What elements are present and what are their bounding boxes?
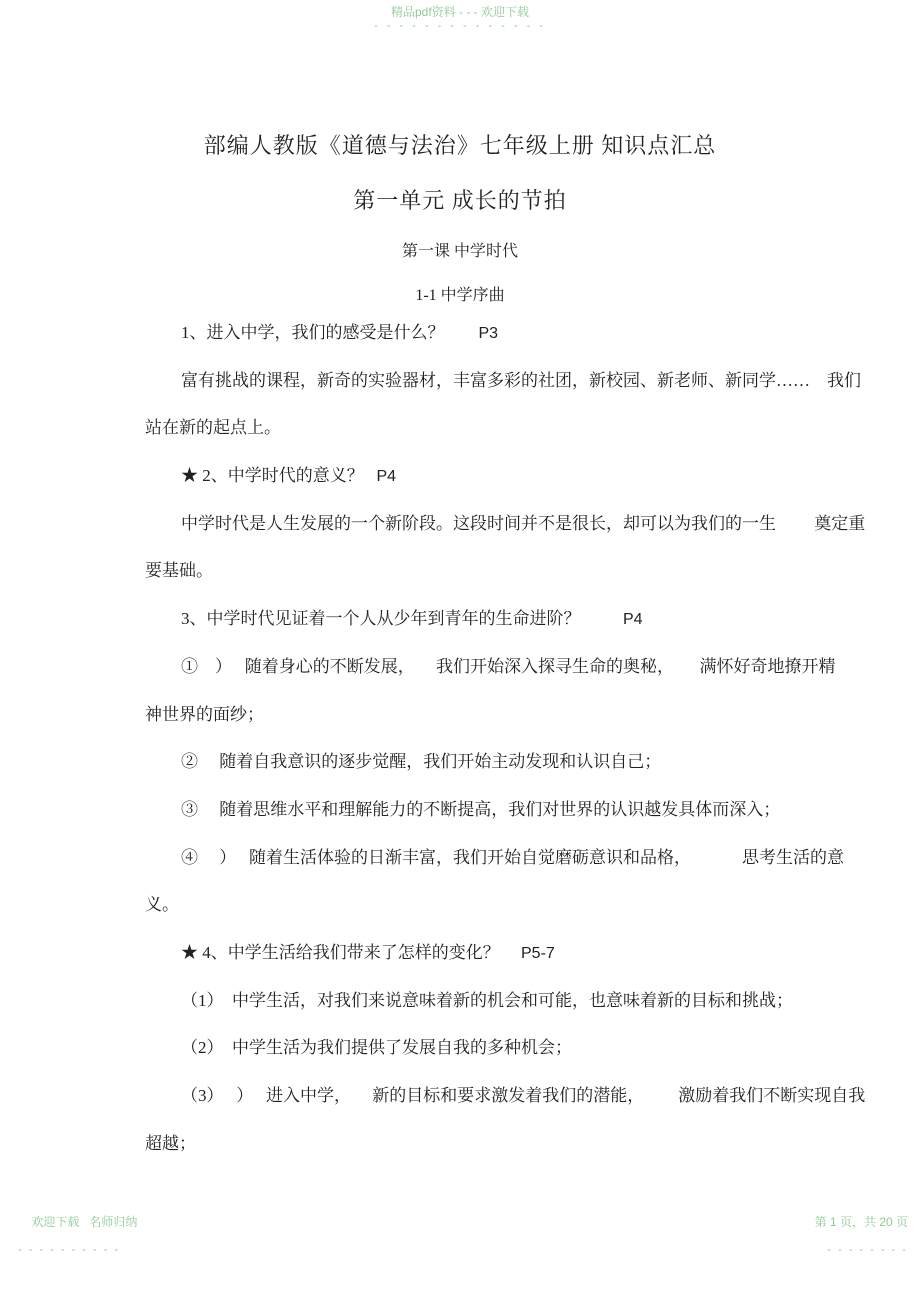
body-line	[145, 547, 800, 595]
body-line	[145, 452, 800, 500]
line-text: （3） ） 进入中学， 新的目标和要求激发着我们的潜能， 激励着我们不断实现自我	[181, 1086, 866, 1105]
line-text: ③ 随着思维水平和理解能力的不断提高，我们对世界的认识越发具体而深入；	[181, 799, 781, 819]
line-text: 超越；	[145, 1133, 196, 1153]
line-text: 站在新的起点上。	[145, 418, 281, 438]
body-line	[145, 357, 861, 405]
line-text: 要基础。	[145, 561, 213, 581]
line-text: 富有挑战的课程，新奇的实验器材，丰富多彩的社团，新校园、新老师、新同学…… 我们	[181, 370, 861, 390]
body-line	[145, 1072, 866, 1120]
line-text: （1） 中学生活，对我们来说意味着新的机会和可能，也意味着新的目标和挑战；	[181, 990, 793, 1010]
line-text: 3、中学时代见证着一个人从少年到青年的生命进阶？	[181, 609, 623, 629]
lesson-heading: 第一课 中学时代	[401, 243, 518, 260]
body-line	[145, 595, 800, 643]
line-text: 神世界的面纱；	[145, 704, 264, 724]
footer-right-dashes: - - - - - - - -	[827, 1244, 908, 1256]
line-text: ④ ） 随着生活体验的日渐丰富，我们开始自觉磨砺意识和品格， 思考生活的意	[181, 847, 844, 867]
top-watermark-dashes: - - - - - - - - - - - - - -	[373, 20, 546, 32]
document-body	[145, 309, 866, 1167]
body-line	[145, 1024, 800, 1072]
page-reference: P4	[623, 611, 643, 629]
page-reference: P3	[478, 325, 499, 342]
body-line	[145, 1120, 800, 1168]
line-text: 义。	[145, 895, 179, 915]
body-line	[145, 929, 800, 977]
line-text: 1、进入中学，我们的感受是什么？	[181, 323, 479, 342]
line-text: ★ 4、中学生活给我们带来了怎样的变化？	[181, 942, 521, 962]
page-reference: P4	[376, 468, 397, 486]
footer-left-text: 欢迎下载 名师归纳	[31, 1215, 138, 1229]
unit-heading: 第一单元 成长的节拍	[353, 188, 567, 213]
footer-page-number	[801, 1201, 908, 1285]
section-heading: 1-1 中学序曲	[415, 287, 505, 304]
line-text: （2） 中学生活为我们提供了发展自我的多种机会；	[181, 1038, 572, 1058]
body-line	[145, 834, 844, 882]
page-reference: P5-7	[521, 944, 555, 962]
body-line	[145, 309, 800, 357]
line-text: 中学时代是人生发展的一个新阶段。这段时间并不是很长，却可以为我们的一生 奠定重	[181, 513, 866, 533]
body-line	[145, 404, 800, 452]
body-line	[145, 500, 866, 548]
body-line	[145, 881, 800, 929]
footer-left	[18, 1201, 137, 1285]
body-line	[145, 738, 800, 786]
line-text: ★ 2、中学时代的意义？	[181, 466, 377, 486]
top-watermark-text: 精品pdf资料 - - - 欢迎下载	[390, 5, 529, 19]
top-watermark	[0, 5, 920, 33]
body-line	[145, 691, 800, 739]
footer-page-number-text: 第 1 页，共 20 页	[814, 1215, 908, 1229]
line-text: ① ） 随着身心的不断发展， 我们开始深入探寻生命的奥秘， 满怀好奇地撩开精	[181, 656, 836, 676]
line-text: ② 随着自我意识的逐步觉醒，我们开始主动发现和认识自己；	[181, 752, 662, 772]
body-line	[145, 977, 800, 1025]
doc-title: 部编人教版《道德与法治》七年级上册 知识点汇总	[203, 133, 717, 158]
footer-left-dashes: - - - - - - - - - -	[18, 1244, 121, 1256]
body-line	[145, 786, 800, 834]
body-line	[145, 643, 836, 691]
